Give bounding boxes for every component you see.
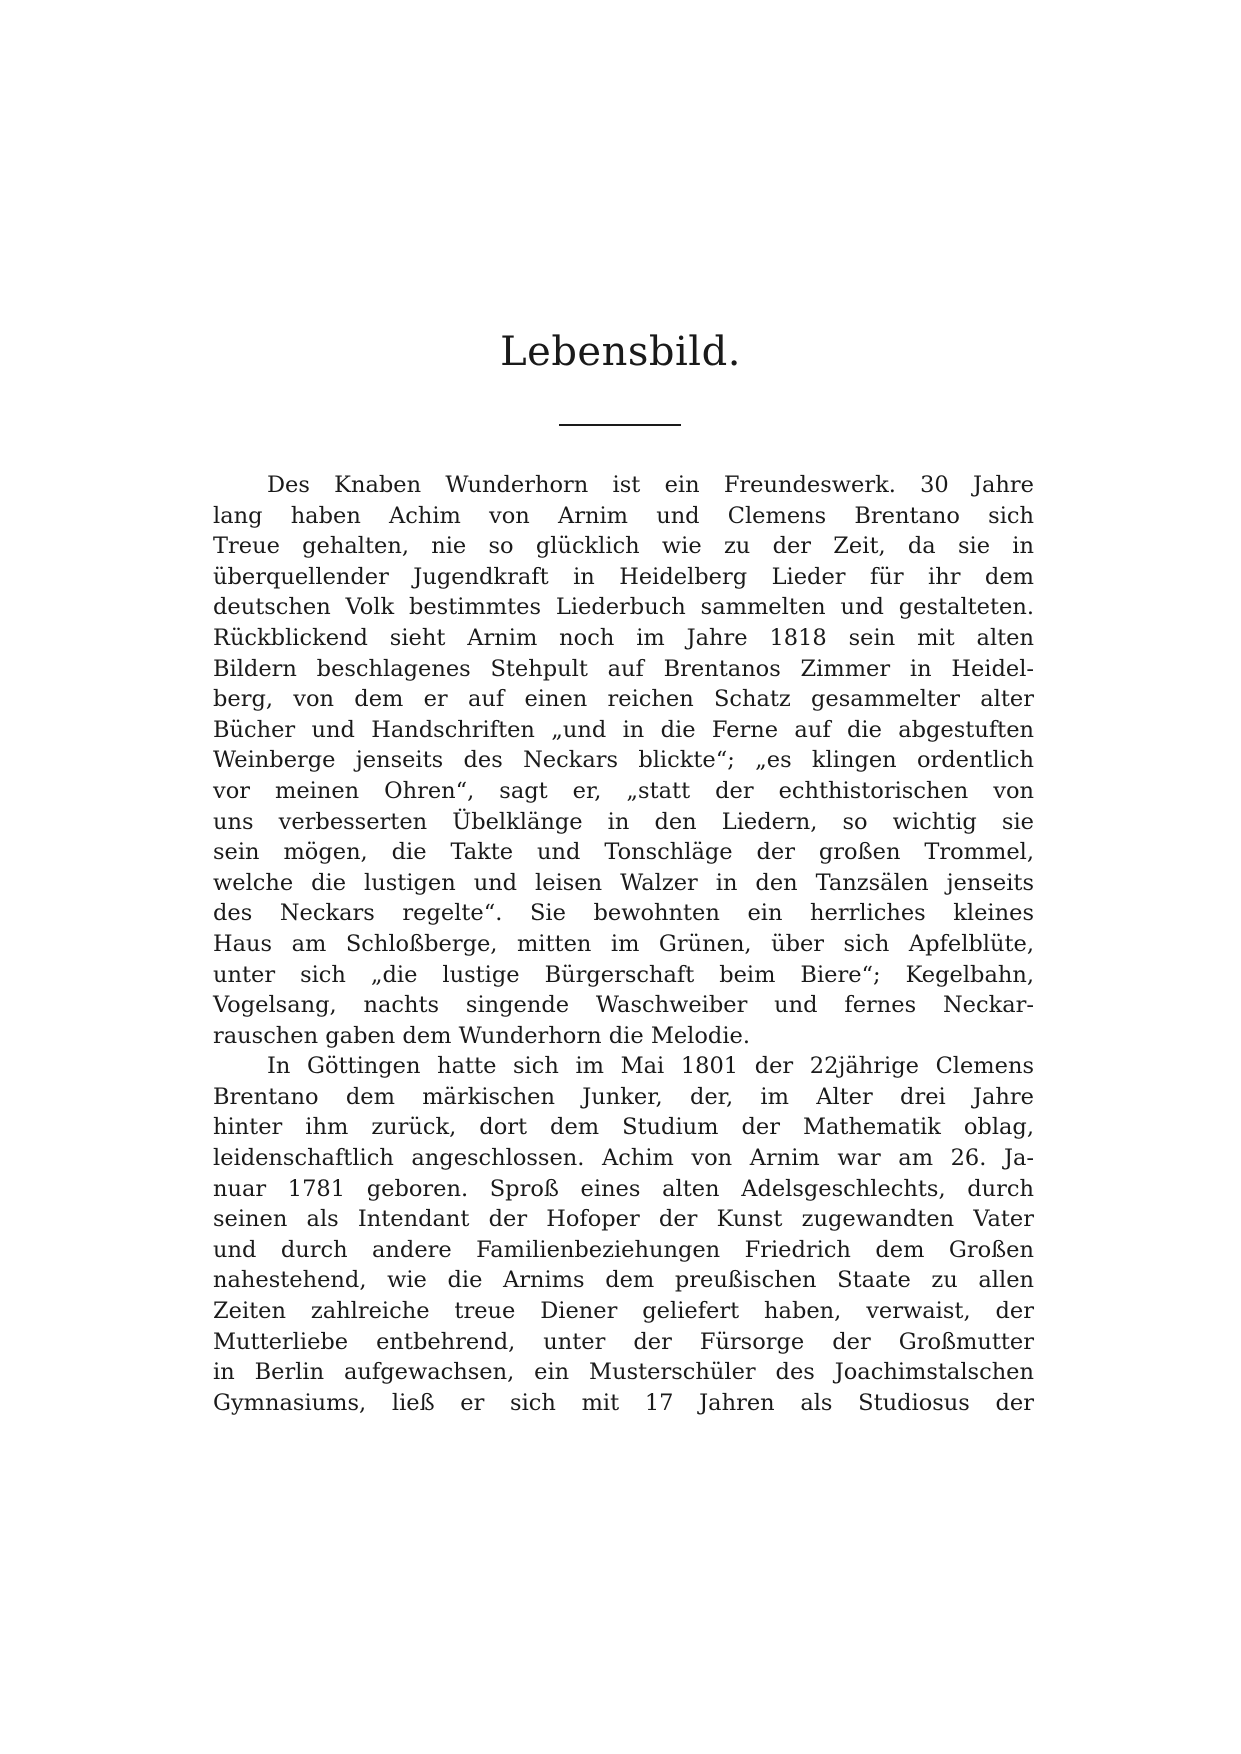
text-line: hinter ihm zurück, dort dem Studium der Mathematik oblag, <box>213 1114 1034 1141</box>
text-line: Gymnasiums, ließ er sich mit 17 Jahren als Studiosus der <box>213 1389 1034 1416</box>
text-line: deutschen Volk bestimmtes Liederbuch sammelten und gestalteten. <box>213 594 1034 621</box>
text-line: In Göttingen hatte sich im Mai 1801 der 22jährige Clemens <box>267 1053 1034 1080</box>
text-line: in Berlin aufgewachsen, ein Musterschüler des Joachimstalschen <box>213 1359 1034 1386</box>
text-line: leidenschaftlich angeschlossen. Achim von Arnim war am 26. Ja- <box>213 1145 1034 1172</box>
text-line: vor meinen Ohren“, sagt er, „statt der echthistorischen von <box>213 777 1034 804</box>
text-line: Des Knaben Wunderhorn ist ein Freundeswerk. 30 Jahre <box>267 472 1034 498</box>
text-line: nahestehend, wie die Arnims dem preußischen Staate zu allen <box>213 1267 1034 1294</box>
body-text <box>213 470 1034 1418</box>
text-line: des Neckars regelte“. Sie bewohnten ein herrliches kleines <box>213 900 1034 927</box>
text-line: berg, von dem er auf einen reichen Schatz gesammelter alter <box>213 686 1034 713</box>
text-line: Zeiten zahlreiche treue Diener geliefert haben, verwaist, der <box>213 1298 1034 1325</box>
text-line: Vogelsang, nachts singende Waschweiber und fernes Neckar- <box>213 992 1034 1019</box>
text-line: Treue gehalten, nie so glücklich wie zu der Zeit, da sie in <box>213 533 1034 560</box>
chapter-title: Lebensbild. <box>500 329 741 375</box>
text-line: uns verbesserten Übelklänge in den Liedern, so wichtig sie <box>213 808 1034 835</box>
text-line: lang haben Achim von Arnim und Clemens Brentano sich <box>213 502 1034 529</box>
text-line: Bildern beschlagenes Stehpult auf Brentanos Zimmer in Heidel- <box>213 655 1034 682</box>
text-line: sein mögen, die Takte und Tonschläge der großen Trommel, <box>213 839 1034 866</box>
text-line: Bücher und Handschriften „und in die Ferne auf die abgestuften <box>213 716 1034 743</box>
title-divider <box>559 424 681 426</box>
text-line: Haus am Schloßberge, mitten im Grünen, über sich Apfelblüte, <box>213 930 1034 957</box>
text-line: rauschen gaben dem Wunderhorn die Melodie. <box>213 1022 750 1049</box>
text-line: welche die lustigen und leisen Walzer in den Tanzsälen jenseits <box>213 869 1034 896</box>
text-line: überquellender Jugendkraft in Heidelberg Lieder für ihr dem <box>213 563 1034 590</box>
text-line: unter sich „die lustige Bürgerschaft beim Biere“; Kegelbahn, <box>213 961 1034 988</box>
text-line: Brentano dem märkischen Junker, der, im Alter drei Jahre <box>213 1083 1034 1110</box>
text-line: Rückblickend sieht Arnim noch im Jahre 1818 sein mit alten <box>213 624 1034 651</box>
text-line: Mutterliebe entbehrend, unter der Fürsorge der Großmutter <box>213 1328 1034 1355</box>
text-line: und durch andere Familienbeziehungen Friedrich dem Großen <box>213 1236 1034 1263</box>
text-line: seinen als Intendant der Hofoper der Kunst zugewandten Vater <box>213 1206 1034 1233</box>
text-line: Weinberge jenseits des Neckars blickte“; „es klingen ordentlich <box>213 747 1034 774</box>
text-line: nuar 1781 geboren. Sproß eines alten Adelsgeschlechts, durch <box>213 1175 1034 1202</box>
